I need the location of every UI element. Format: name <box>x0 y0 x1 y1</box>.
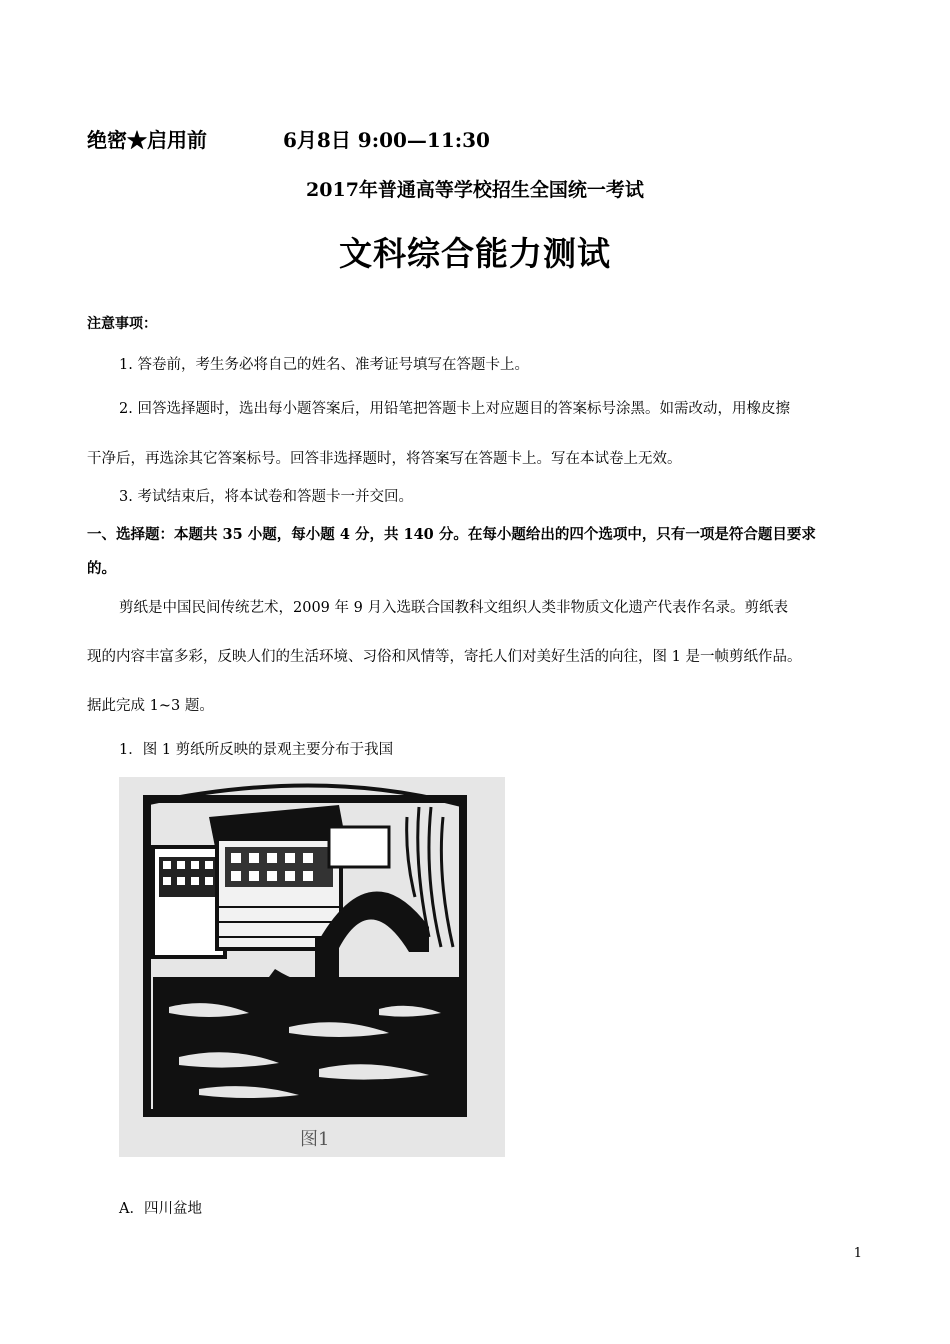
page-number: 1 <box>853 1246 862 1261</box>
option-a: A．四川盆地 <box>119 1201 202 1217</box>
section-heading-line-1: 一、选择题：本题共 35 小题，每小题 4 分，共 140 分。在每小题给出的四个选项中，只有一项是符合题目要求 <box>87 526 816 543</box>
exam-subtitle: 2017年普通高等学校招生全国统一考试 <box>306 179 644 201</box>
exam-title: 文科综合能力测试 <box>339 234 611 273</box>
section-heading-line-2: 的。 <box>87 560 116 577</box>
confidential-label: 绝密★启用前 <box>87 128 207 152</box>
notice-item-3: 3. 考试结束后，将本试卷和答题卡一并交回。 <box>119 489 413 505</box>
notice-item-1: 1. 答卷前，考生务必将自己的姓名、准考证号填写在答题卡上。 <box>119 357 529 373</box>
passage-line-3: 据此完成 1~3 题。 <box>87 698 214 714</box>
notice-item-2-line-1: 2. 回答选择题时，选出每小题答案后，用铅笔把答题卡上对应题目的答案标号涂黑。如需改动，用橡皮擦 <box>119 401 790 417</box>
paper-cut-illustration <box>119 777 505 1157</box>
passage-line-2: 现的内容丰富多彩，反映人们的生活环境、习俗和风情等，寄托人们对美好生活的向往，图 1 是一帧剪纸作品。 <box>87 649 802 665</box>
figure-caption: 图1 <box>300 1129 330 1150</box>
question-1-stem: 1．图 1 剪纸所反映的景观主要分布于我国 <box>119 742 394 758</box>
paper-cut-figure <box>119 777 505 1157</box>
notice-item-2-line-2: 干净后，再选涂其它答案标号。回答非选择题时，将答案写在答题卡上。写在本试卷上无效。 <box>87 451 682 467</box>
exam-schedule: 6月8日 9:00—11:30 <box>283 128 490 152</box>
passage-line-1: 剪纸是中国民间传统艺术，2009 年 9 月入选联合国教科文组织人类非物质文化遗产代表作名录。剪纸表 <box>119 600 788 616</box>
exam-header <box>87 124 490 153</box>
notice-heading: 注意事项： <box>87 316 157 332</box>
